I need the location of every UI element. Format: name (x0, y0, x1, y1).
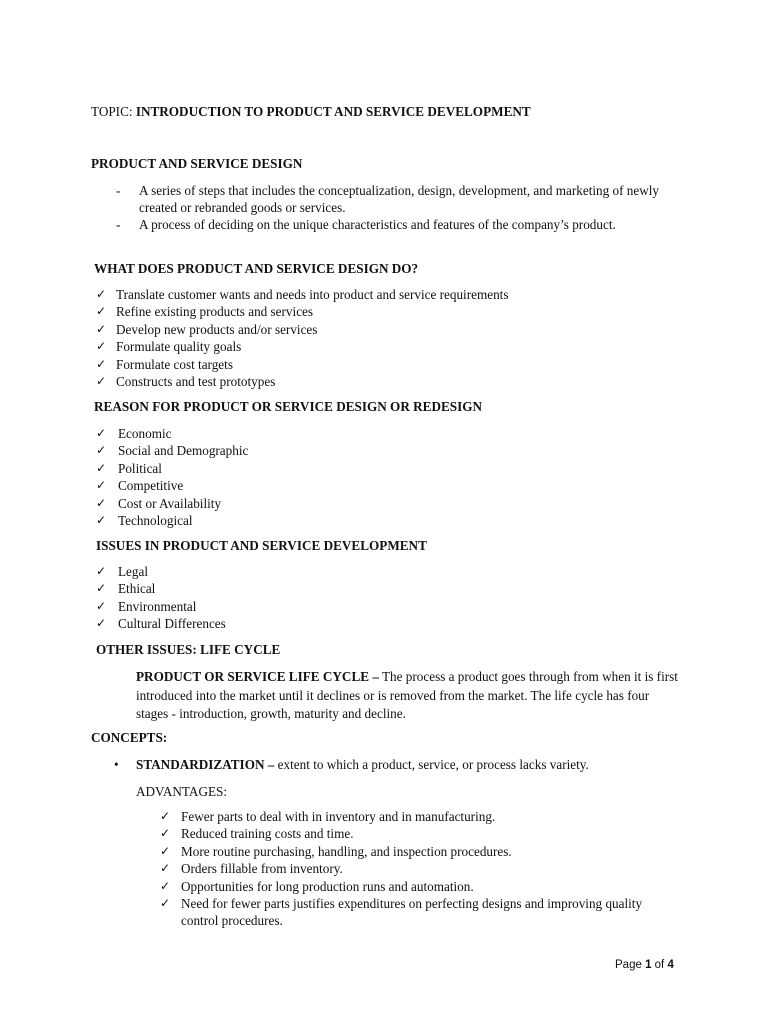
list-item (160, 860, 681, 877)
checkmark-icon: ✓ (96, 373, 107, 388)
list-item-text: Legal (118, 564, 149, 579)
list-item (96, 580, 226, 597)
list-item-text: Fewer parts to deal with in inventory and in manufacturing. (181, 809, 496, 824)
list-item (96, 615, 226, 632)
section-heading-issues: ISSUES IN PRODUCT AND SERVICE DEVELOPMENT (96, 538, 427, 553)
topic-line (91, 104, 531, 120)
list-item-text: Ethical (118, 581, 156, 597)
checkmark-icon: ✓ (160, 895, 171, 910)
list-item-text: More routine purchasing, handling, and inspection procedures. (181, 843, 512, 859)
list-item (160, 808, 681, 825)
list-item-text: Develop new products and/or services (116, 321, 318, 337)
list-item (96, 356, 508, 373)
checkmark-icon: ✓ (96, 581, 107, 596)
page-total: 4 (667, 959, 674, 971)
list-item (96, 598, 226, 615)
checkmark-icon: ✓ (96, 495, 107, 510)
dash-item (116, 182, 684, 216)
section-heading-what-does: WHAT DOES PRODUCT AND SERVICE DESIGN DO? (94, 261, 419, 276)
list-item-text: Environmental (118, 598, 197, 614)
list-item (96, 495, 248, 512)
section-heading-product-service-design: PRODUCT AND SERVICE DESIGN (91, 156, 303, 171)
list-item-text: Social and Demographic (118, 443, 249, 459)
checkmark-icon: ✓ (96, 426, 107, 440)
checkmark-icon: ✓ (160, 878, 171, 893)
checkmark-icon: ✓ (160, 826, 171, 841)
list-item (96, 460, 248, 477)
list-item (160, 878, 681, 895)
list-item (96, 425, 248, 442)
section-heading-other-issues: OTHER ISSUES: LIFE CYCLE (96, 642, 281, 657)
list-item-text: Orders fillable from inventory. (181, 861, 343, 877)
list-item (96, 563, 226, 580)
list-item-text: Formulate cost targets (116, 356, 233, 372)
life-cycle-paragraph (136, 668, 681, 724)
list-item-text: Political (118, 460, 162, 476)
checklist-advantages (160, 808, 681, 930)
page-number: 1 (645, 959, 652, 971)
dash-item-text: A process of deciding on the unique characteristics and features of the company’s product. (139, 217, 616, 232)
checkmark-icon: ✓ (96, 321, 107, 336)
list-item (96, 321, 508, 338)
topic-title: INTRODUCTION TO PRODUCT AND SERVICE DEVELOPMENT (135, 104, 531, 119)
checkmark-icon: ✓ (160, 843, 171, 858)
list-item-text: Technological (118, 512, 193, 528)
list-item (96, 286, 509, 303)
checkmark-icon: ✓ (96, 443, 107, 458)
list-item (96, 373, 508, 390)
advantages-label: ADVANTAGES: (136, 784, 228, 799)
checkmark-icon: ✓ (160, 809, 171, 823)
topic-prefix: TOPIC: (91, 104, 136, 119)
page-footer (615, 959, 674, 971)
list-item-text: Constructs and test prototypes (116, 373, 276, 389)
dash-item-text: A series of steps that includes the conceptualization, design, development, and marketing of newly created or rebranded goods or services. (139, 183, 660, 215)
checklist-what-does (96, 286, 509, 390)
list-item-text: Refine existing products and services (116, 304, 314, 320)
checkmark-icon: ✓ (96, 287, 107, 301)
checkmark-icon: ✓ (96, 339, 107, 354)
list-item (96, 477, 248, 494)
checkmark-icon: ✓ (96, 356, 107, 371)
checkmark-icon: ✓ (96, 478, 107, 493)
list-item-text: Need for fewer parts justifies expenditures on perfecting designs and improving quality control procedures. (181, 895, 643, 929)
standardization-term: STANDARDIZATION – (136, 757, 275, 772)
checkmark-icon: ✓ (160, 861, 171, 876)
section-heading-concepts: CONCEPTS: (91, 730, 168, 745)
checkmark-icon: ✓ (96, 460, 107, 475)
bullet-marker: • (114, 757, 119, 772)
checkmark-icon: ✓ (96, 304, 107, 319)
list-item-text: Competitive (118, 478, 184, 494)
list-item-text: Cost or Availability (118, 495, 222, 511)
checkmark-icon: ✓ (96, 616, 107, 631)
standardization-text: extent to which a product, service, or process lacks variety. (274, 757, 589, 772)
list-item-text: Cultural Differences (118, 616, 226, 632)
of-word: of (651, 959, 668, 971)
list-item-text: Formulate quality goals (116, 339, 242, 355)
list-item-text: Reduced training costs and time. (181, 826, 354, 842)
checkmark-icon: ✓ (96, 564, 107, 578)
checkmark-icon: ✓ (96, 598, 107, 613)
list-item (160, 895, 681, 930)
list-item-text: Economic (118, 426, 172, 441)
list-item (96, 442, 249, 459)
dash-item (116, 216, 684, 233)
dash-marker: - (116, 217, 121, 232)
list-item (96, 512, 248, 529)
standardization-item (114, 757, 589, 773)
life-cycle-text: The process a product goes through from when it is first introduced into the market until it declines or is removed from the market. The life cycle has four stages - introduction, growth, maturity and decline. (136, 669, 678, 722)
section-heading-reason: REASON FOR PRODUCT OR SERVICE DESIGN OR REDESIGN (94, 399, 483, 414)
list-item-text: Translate customer wants and needs into product and service requirements (116, 287, 509, 302)
checkmark-icon: ✓ (96, 512, 107, 527)
dash-marker: - (116, 183, 121, 198)
life-cycle-term: PRODUCT OR SERVICE LIFE CYCLE – (136, 669, 379, 684)
list-item-text: Opportunities for long production runs and automation. (181, 878, 474, 894)
checklist-reasons (96, 425, 249, 529)
checklist-issues (96, 563, 226, 633)
list-item (160, 825, 681, 842)
page-word: Page (615, 959, 646, 971)
list-item (160, 843, 681, 860)
list-item (96, 338, 508, 355)
list-item (96, 303, 508, 320)
